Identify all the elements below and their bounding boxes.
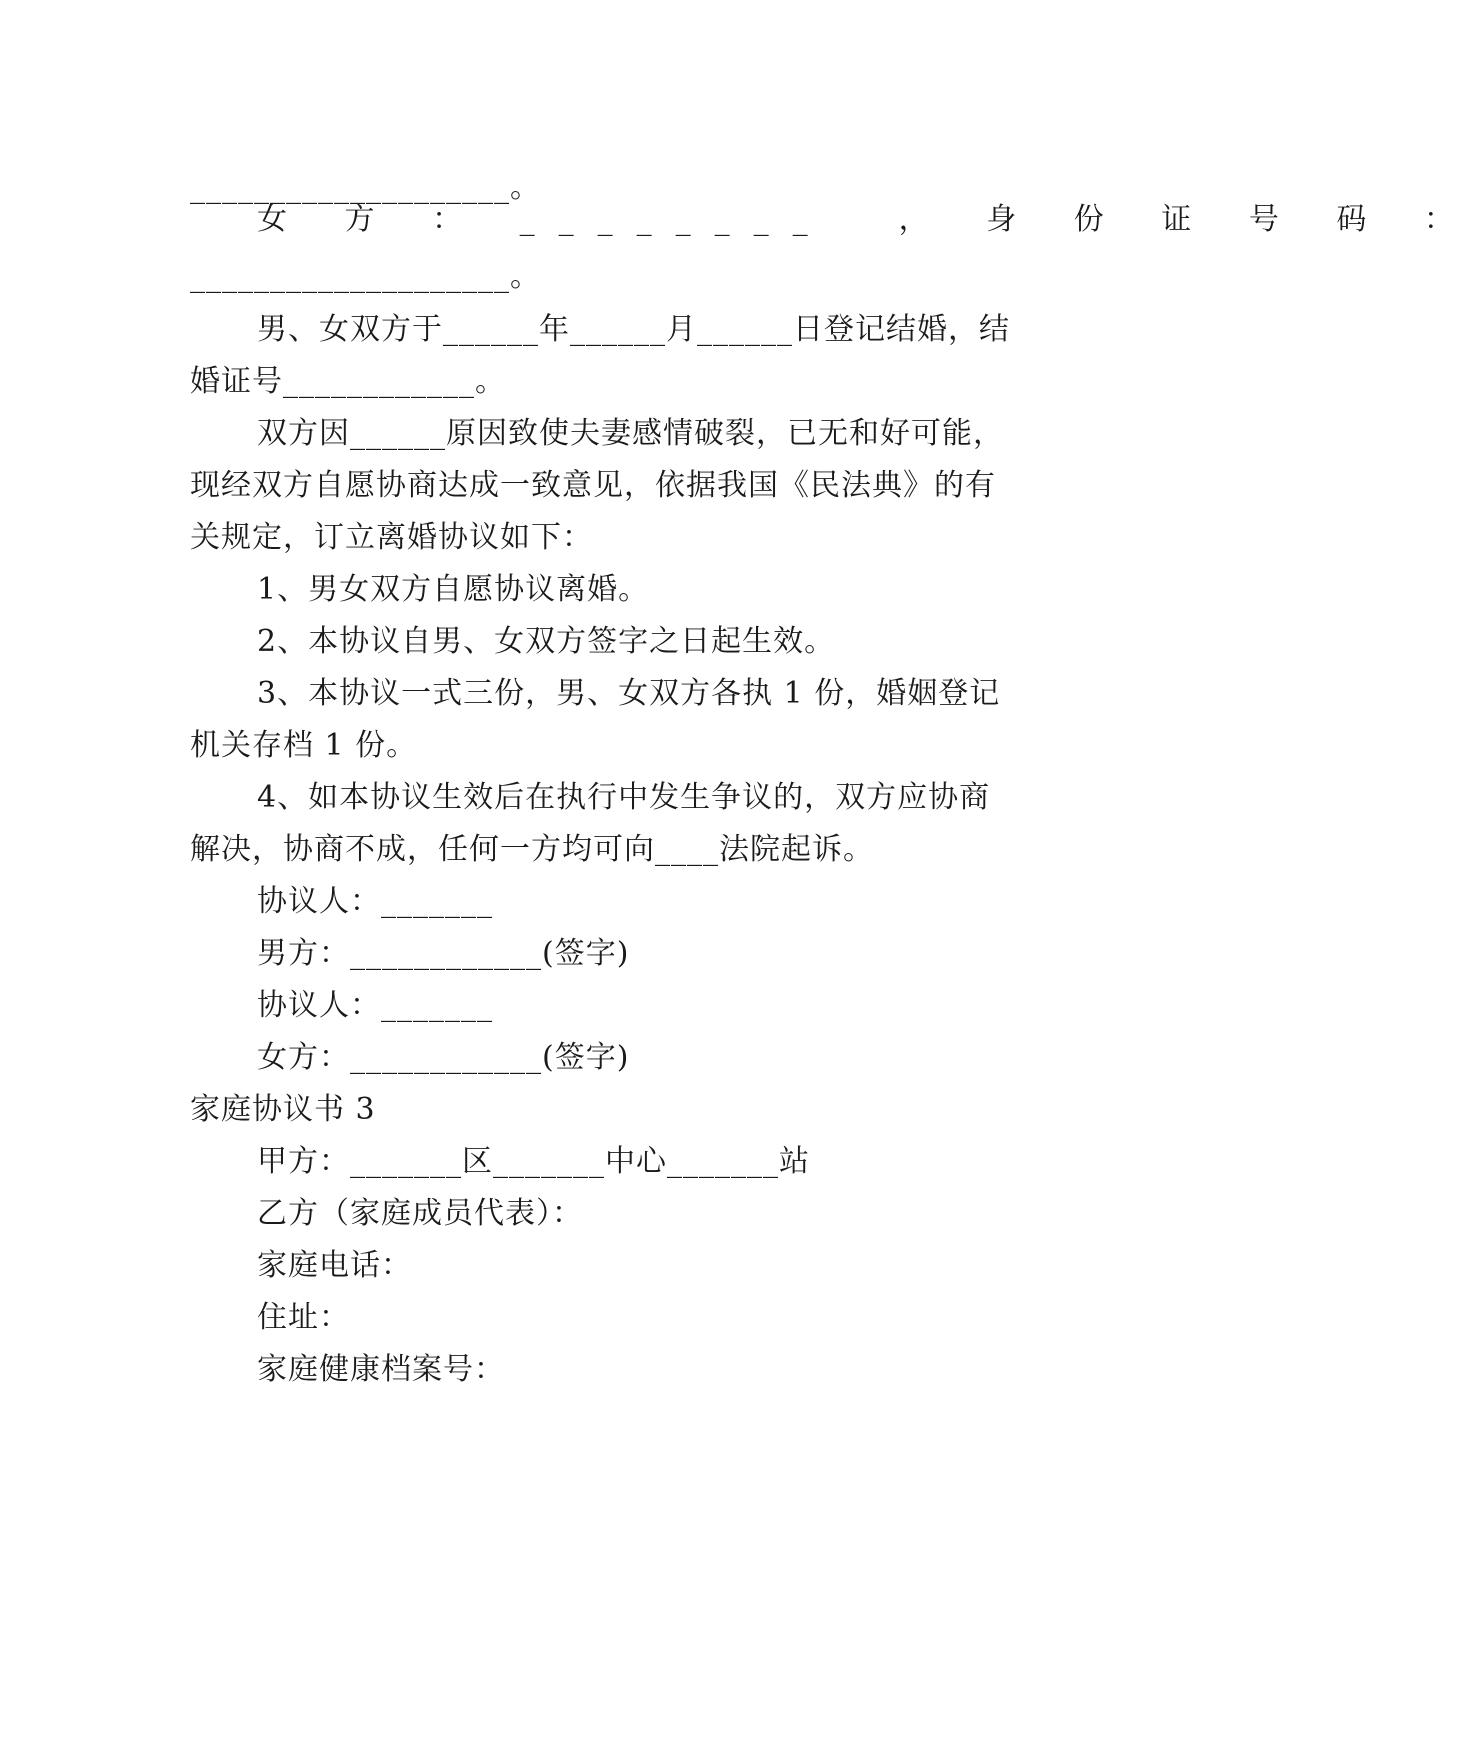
blank-line-1: ____________________。 [190, 170, 541, 205]
clause-4-line-1: 4、如本协议生效后在执行中发生争议的，双方应协商 [257, 780, 991, 815]
reason-line-2: 现经双方自愿协商达成一致意见，依据我国《民法典》的有 [190, 468, 996, 503]
clause-3-line-1: 3、本协议一式三份，男、女双方各执 1 份，婚姻登记 [257, 676, 1001, 711]
female-party-line: 女 方 ： ________ ， 身 份 证 号 码 ： [257, 202, 1478, 237]
health-record-line: 家庭健康档案号： [257, 1352, 505, 1387]
section-heading: 家庭协议书 3 [190, 1092, 376, 1127]
clause-2: 2、本协议自男、女双方签字之日起生效。 [257, 624, 836, 659]
male-signature: 男方：____________(签字) [257, 936, 630, 971]
female-signature: 女方：____________(签字) [257, 1040, 630, 1075]
family-phone-line: 家庭电话： [257, 1248, 412, 1283]
signatory-2: 协议人：_______ [257, 988, 493, 1023]
marriage-cert-line: 婚证号____________。 [190, 364, 506, 399]
party-b-line: 乙方（家庭成员代表）： [257, 1196, 583, 1231]
clause-1: 1、男女双方自愿协议离婚。 [257, 572, 650, 607]
signatory-1: 协议人：_______ [257, 884, 493, 919]
party-a-line: 甲方：_______区_______中心_______站 [257, 1144, 810, 1179]
clause-4-line-2: 解决，协商不成，任何一方均可向____法院起诉。 [190, 832, 874, 867]
marriage-date-line: 男、女双方于______年______月______日登记结婚，结 [257, 312, 1010, 347]
reason-line-1: 双方因______原因致使夫妻感情破裂，已无和好可能， [257, 416, 1004, 451]
reason-line-3: 关规定，订立离婚协议如下： [190, 520, 593, 555]
address-line: 住址： [257, 1300, 350, 1335]
blank-line-2: ____________________。 [190, 259, 541, 294]
clause-3-line-2: 机关存档 1 份。 [190, 728, 418, 763]
